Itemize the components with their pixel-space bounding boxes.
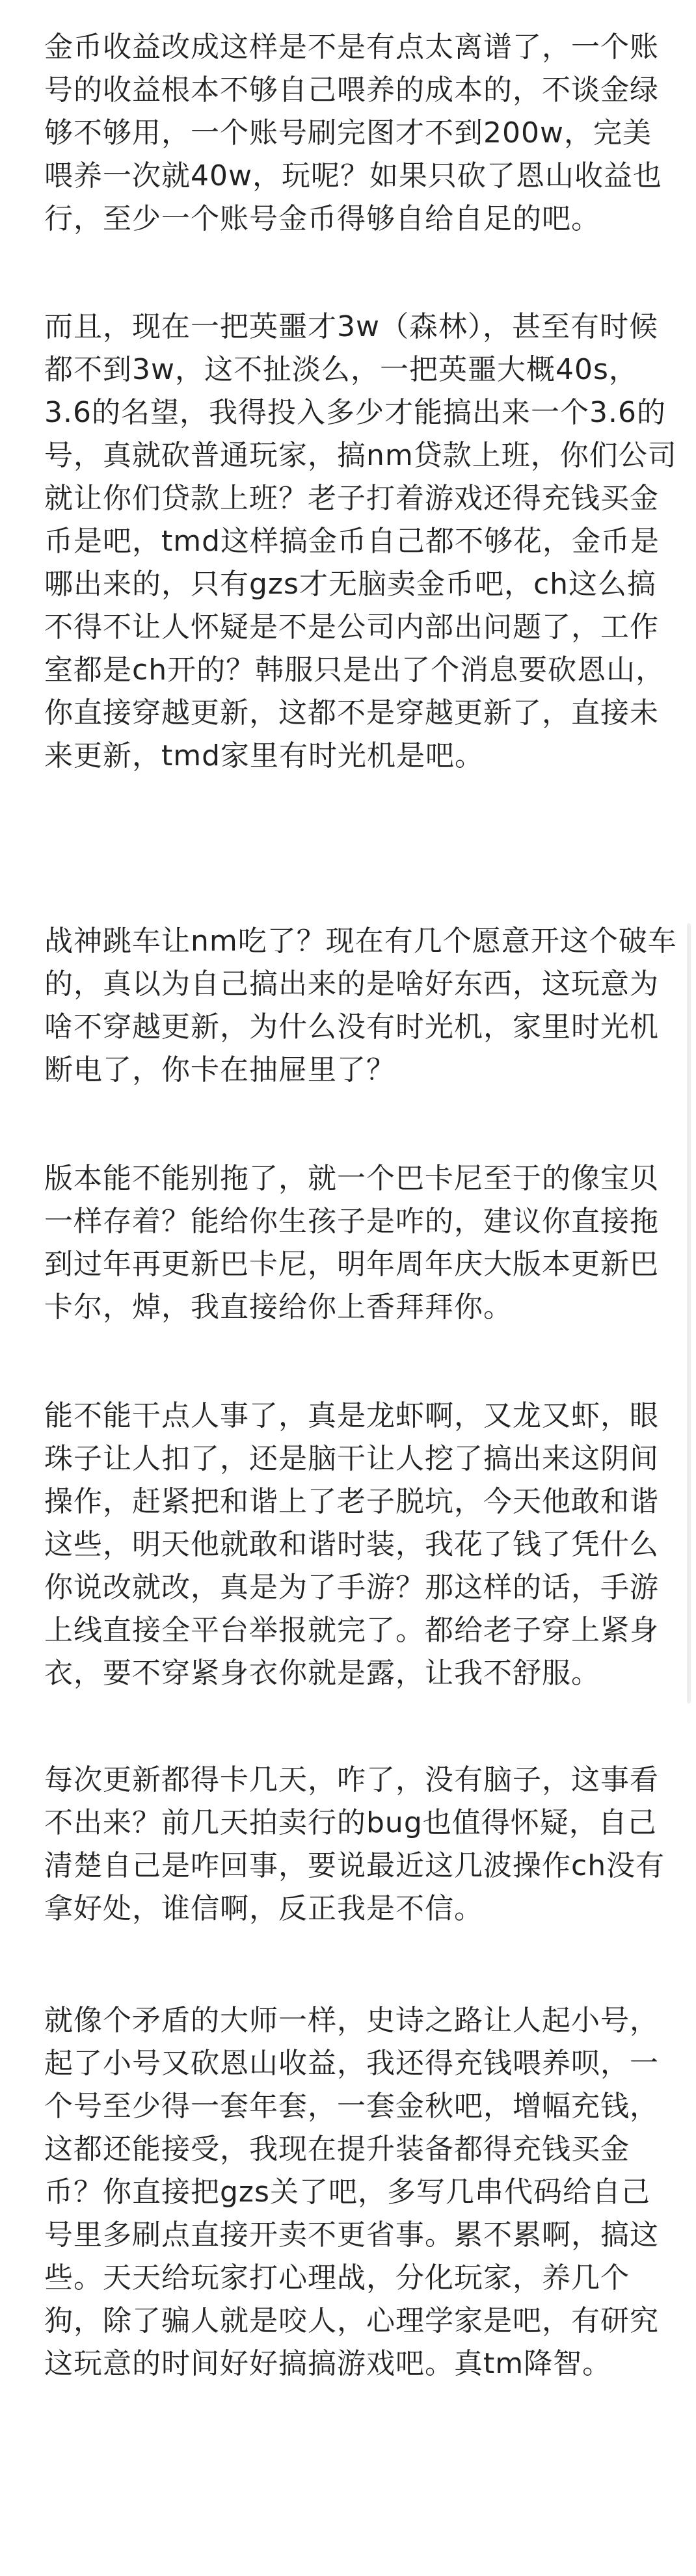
text-line: 你直接穿越更新，这都不是穿越更新了，直接未 [44, 696, 659, 729]
text-line: 这都还能接受，我现在提升装备都得充钱买金 [44, 2133, 630, 2166]
text-line: 你说改就改，真是为了手游？那这样的话，手游 [44, 1571, 659, 1604]
text-line: 衣，要不穿紧身衣你就是露，让我不舒服。 [44, 1657, 600, 1690]
text-line: 币是吧，tmd这样搞金币自己都不够花，金币是 [44, 525, 660, 558]
text-line: 起了小号又砍恩山收益，我还得充钱喂养呗，一 [44, 2047, 659, 2080]
text-line: 号里多刷点直接开卖不更省事。累不累啊，搞这 [44, 2218, 659, 2252]
text-line: 啥不穿越更新，为什么没有时光机，家里时光机 [44, 1010, 659, 1044]
text-line: 个号至少得一套年套，一套金秋吧，增幅充钱， [44, 2090, 659, 2123]
text-line: 狗，除了骗人就是咬人，心理学家是吧，有研究 [44, 2304, 659, 2337]
text-line: 就让你们贷款上班？老子打着游戏还得充钱买金 [44, 482, 659, 515]
text-line: 就像个矛盾的大师一样，史诗之路让人起小号， [44, 2004, 659, 2037]
text-line: 卡尔，焯，我直接给你上香拜拜你。 [44, 1291, 513, 1324]
text-line: 到过年再更新巴卡尼，明年周年庆大版本更新巴 [44, 1248, 659, 1281]
text-line: 够不够用，一个账号刷完图才不到200w，完美 [44, 116, 652, 150]
paragraph-5 [44, 1395, 659, 1695]
text-line: 都不到3w，这不扯淡么，一把英噩大概40s， [44, 353, 638, 386]
text-line: 版本能不能别拖了，就一个巴卡尼至于的像宝贝 [44, 1162, 659, 1195]
text-line: 号的收益根本不够自己喂养的成本的，不谈金绿 [44, 73, 659, 107]
text-line: 金币收益改成这样是不是有点太离谱了，一个账 [44, 31, 659, 64]
text-line: 号，真就砍普通玩家，搞nm贷款上班，你们公司 [44, 439, 677, 472]
text-line: 不出来？前几天拍卖行的bug也值得怀疑，自己 [44, 1806, 657, 1839]
text-line: 每次更新都得卡几天，咋了，没有脑子，这事看 [44, 1763, 659, 1796]
text-line: 些。天天给玩家打心理战，分化玩家，养几个 [44, 2261, 630, 2294]
paragraph-6 [44, 1759, 665, 1930]
paragraph-3 [44, 920, 677, 1092]
paragraph-2 [44, 306, 677, 778]
text-line: 行，至少一个账号金币得够自给自足的吧。 [44, 202, 600, 235]
text-line: 拿好处，谁信啊，反正我是不信。 [44, 1892, 483, 1925]
text-line: 一样存着？能给你生孩子是咋的，建议你直接拖 [44, 1205, 659, 1238]
text-line: 能不能干点人事了，真是龙虾啊，又龙又虾，眼 [44, 1399, 659, 1432]
scrollbar[interactable] [687, 923, 691, 1703]
text-line: 的，真以为自己搞出来的是啥好东西，这玩意为 [44, 967, 659, 1001]
paragraph-1 [44, 26, 662, 241]
text-line: 来更新，tmd家里有时光机是吧。 [44, 739, 485, 772]
text-line: 战神跳车让nm吃了？现在有几个愿意开这个破车 [44, 925, 677, 958]
text-line: 室都是ch开的？韩服只是出了个消息要砍恩山， [44, 653, 665, 687]
text-line: 不得不让人怀疑是不是公司内部出问题了，工作 [44, 611, 659, 644]
text-line: 操作，赶紧把和谐上了老子脱坑，今天他敢和谐 [44, 1485, 659, 1518]
text-line: 喂养一次就40w，玩呢？如果只砍了恩山收益也 [44, 159, 662, 192]
text-line: 币？你直接把gzs关了吧，多写几串代码给自己 [44, 2175, 650, 2209]
text-line: 这些，明天他就敢和谐时装，我花了钱了凭什么 [44, 1528, 659, 1561]
text-line: 这玩意的时间好好搞搞游戏吧。真tm降智。 [44, 2347, 612, 2380]
text-line: 断电了，你卡在抽屉里了？ [44, 1053, 395, 1086]
text-line: 而且，现在一把英噩才3w（森林），甚至有时候 [44, 310, 658, 343]
text-line: 3.6的名望，我得投入多少才能搞出来一个3.6的 [44, 396, 666, 429]
text-line: 上线直接全平台举报就完了。都给老子穿上紧身 [44, 1614, 659, 1647]
text-line: 哪出来的，只有gzs才无脑卖金币吧，ch这么搞 [44, 568, 657, 601]
text-line: 珠子让人扣了，还是脑干让人挖了搞出来这阴间 [44, 1442, 659, 1475]
paragraph-7 [44, 1999, 659, 2385]
paragraph-4 [44, 1157, 659, 1329]
text-line: 清楚自己是咋回事，要说最近这几波操作ch没有 [44, 1849, 665, 1882]
